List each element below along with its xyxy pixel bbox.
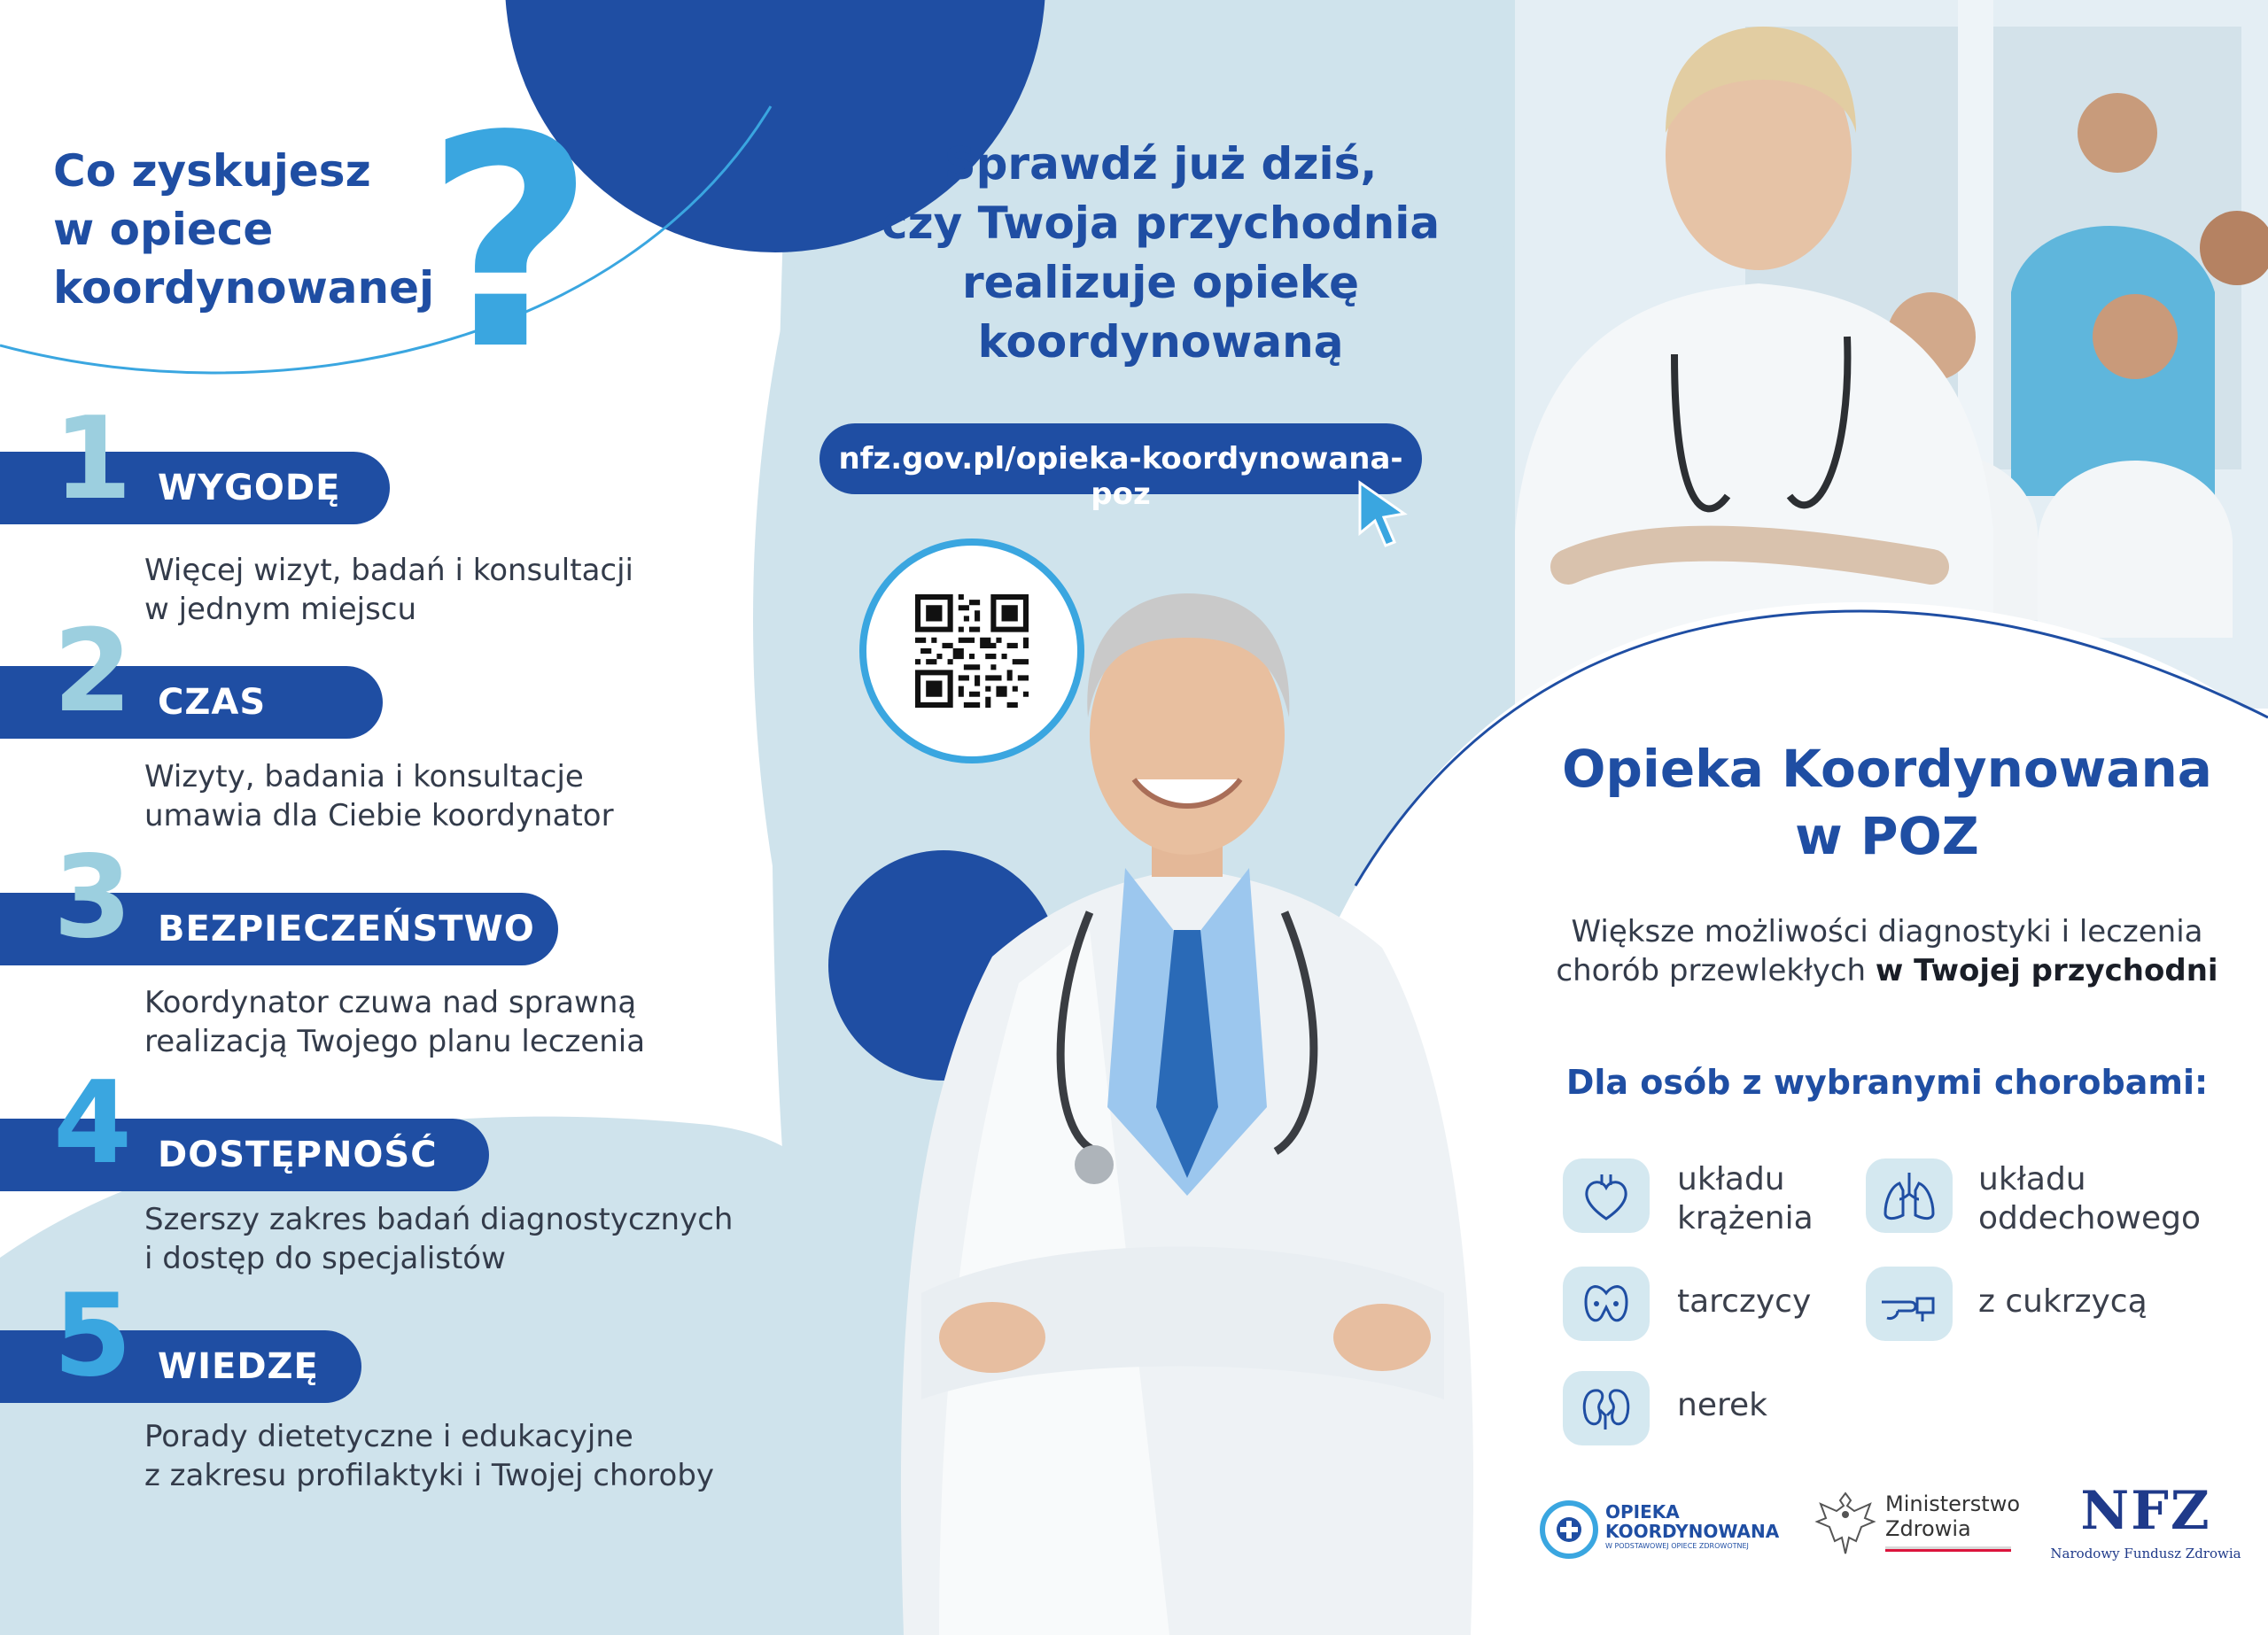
right-title-line-1: Opieka Koordynowana: [1562, 739, 2212, 799]
url-text[interactable]: nfz.gov.pl/opieka-koordynowana-poz: [838, 441, 1403, 512]
benefit-desc-5: [144, 1417, 714, 1495]
ok-logo-line-1: OPIEKA: [1605, 1501, 1680, 1523]
disease-label-circulatory-line-2: krążenia: [1677, 1200, 1814, 1236]
benefit-desc-1-line-2: w jednym miejscu: [144, 592, 417, 627]
middle-headline-line-1: Sprawdź już dziś,: [944, 138, 1378, 190]
right-subtitle-plain: chorób przewlekłych: [1556, 953, 1876, 988]
right-subtitle-line-2: [1506, 951, 2268, 990]
ministerstwo-zdrowia-logo: [1885, 1492, 2020, 1552]
benefit-desc-1-line-1: Więcej wizyt, badań i konsultacji: [144, 553, 634, 588]
benefit-label-1: WYGODĘ: [158, 468, 341, 508]
cursor-icon: [1355, 478, 1409, 549]
benefit-number-5: 5: [53, 1270, 133, 1402]
benefit-label-5: WIEDZĘ: [158, 1346, 319, 1387]
thyroid-icon: [1563, 1267, 1650, 1341]
disease-label-respiratory: [1978, 1160, 2201, 1238]
disease-label-kidneys: nerek: [1677, 1387, 1767, 1423]
ok-logo-line-2: KOORDYNOWANA: [1605, 1521, 1780, 1542]
opieka-koordynowana-logo-text: [1605, 1502, 1779, 1552]
benefit-desc-4-line-1: Szerszy zakres badań diagnostycznych: [144, 1202, 734, 1237]
nfz-name: Narodowy Fundusz Zdrowia: [2050, 1546, 2241, 1561]
benefit-number-2: 2: [53, 606, 133, 738]
benefit-number-1: 1: [53, 393, 133, 525]
question-mark: ?: [425, 74, 595, 414]
opieka-koordynowana-logo-icon: [1540, 1500, 1598, 1559]
lungs-icon: [1866, 1158, 1953, 1233]
left-title-line-2: w opiece: [53, 204, 274, 255]
glucose-meter-icon: [1866, 1267, 1953, 1341]
benefit-label-4: DOSTĘPNOŚĆ: [158, 1135, 438, 1175]
middle-headline-line-3: realizuje opiekę: [961, 257, 1360, 308]
benefit-desc-5-line-2: z zakresu profilaktyki i Twojej choroby: [144, 1458, 715, 1493]
benefit-desc-4-line-2: i dostęp do specjalistów: [144, 1241, 506, 1276]
benefit-number-3: 3: [53, 832, 133, 964]
benefit-desc-1: [144, 551, 633, 629]
disease-label-thyroid: tarczycy: [1677, 1283, 1812, 1320]
benefit-desc-2-line-1: Wizyty, badania i konsultacje: [144, 759, 584, 794]
ok-logo-line-3: W PODSTAWOWEJ OPIECE ZDROWOTNEJ: [1605, 1542, 1749, 1550]
benefit-desc-4: [144, 1200, 733, 1278]
left-title-line-3: koordynowanej: [53, 262, 435, 314]
benefit-desc-3-line-1: Koordynator czuwa nad sprawną: [144, 985, 637, 1020]
benefit-desc-3: [144, 983, 645, 1061]
middle-headline: [797, 135, 1524, 372]
benefit-number-4: 4: [53, 1058, 133, 1189]
heart-icon: [1563, 1158, 1650, 1233]
nfz-mark: NFZ: [2080, 1480, 2211, 1542]
right-title-line-2: w POZ: [1795, 806, 1979, 866]
middle-headline-line-4: koordynowaną: [977, 316, 1344, 368]
disease-label-respiratory-line-2: oddechowego: [1978, 1200, 2201, 1236]
nfz-logo: [2048, 1480, 2243, 1562]
kidneys-icon: [1563, 1371, 1650, 1445]
benefit-label-3: BEZPIECZEŃSTWO: [158, 909, 535, 949]
right-title: [1506, 735, 2268, 870]
left-title: [53, 142, 434, 317]
right-subtitle-bold: w Twojej przychodni: [1875, 953, 2218, 988]
mz-line-1: Ministerstwo: [1885, 1492, 2021, 1516]
benefit-desc-5-line-1: Porady dietetyczne i edukacyjne: [144, 1419, 633, 1454]
benefit-label-2: CZAS: [158, 682, 267, 723]
benefit-desc-2-line-2: umawia dla Ciebie koordynator: [144, 798, 614, 833]
benefit-desc-2: [144, 757, 614, 835]
disease-label-respiratory-line-1: układu: [1978, 1161, 2086, 1197]
disease-label-diabetes: z cukrzycą: [1978, 1283, 2148, 1320]
benefit-desc-3-line-2: realizacją Twojego planu leczenia: [144, 1024, 646, 1059]
right-subtitle: [1506, 912, 2268, 990]
qr-code-icon[interactable]: [915, 594, 1029, 708]
disease-label-circulatory-line-1: układu: [1677, 1161, 1785, 1197]
eagle-emblem-icon: [1812, 1488, 1879, 1559]
mz-flag-red: [1885, 1549, 2011, 1552]
middle-headline-line-2: czy Twoja przychodnia: [881, 198, 1441, 249]
right-subtitle-line-1: Większe możliwości diagnostyki i leczenia: [1571, 914, 2203, 949]
mz-line-2: Zdrowia: [1885, 1516, 1971, 1541]
diseases-heading: Dla osób z wybranymi chorobami:: [1565, 1063, 2209, 1102]
left-title-line-1: Co zyskujesz: [53, 145, 371, 197]
qr-code-frame: [859, 539, 1084, 763]
disease-label-circulatory: [1677, 1160, 1814, 1238]
url-link[interactable]: [819, 423, 1422, 512]
